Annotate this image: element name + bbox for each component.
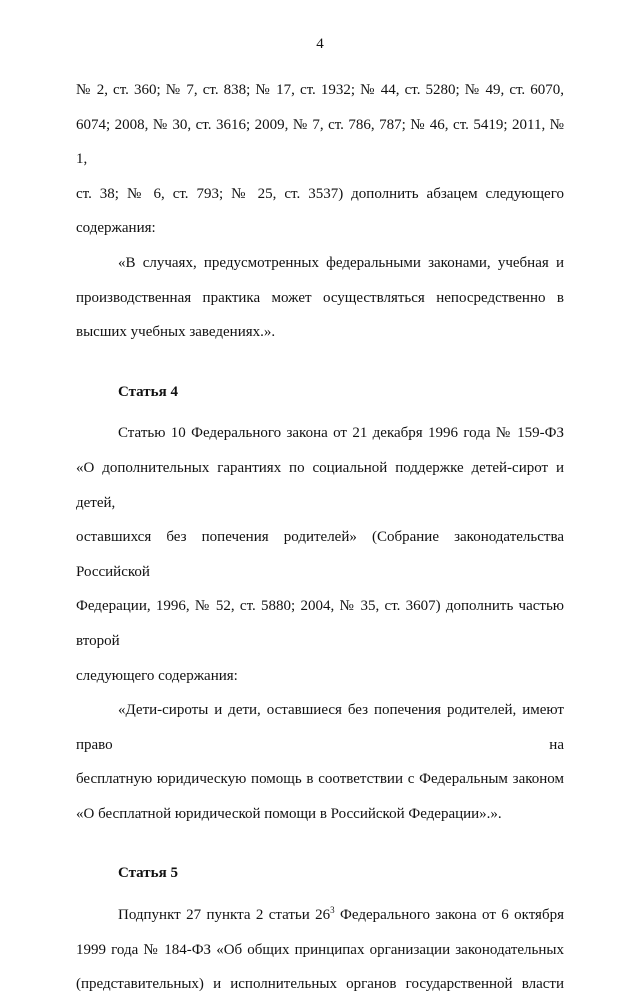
text-fragment: Подпункт 27 пункта 2 статьи 26 xyxy=(118,907,331,924)
text-line: Федерации, 1996, № 52, ст. 5880; 2004, № 35, ст. 3607) дополнить частью второй xyxy=(76,598,564,649)
text-line: «О дополнительных гарантиях по социальной поддержке детей-сирот и детей, xyxy=(76,459,564,511)
text-fragment: Федерального закона от 6 октября xyxy=(334,907,564,924)
text-line: производственная практика может осуществляться непосредственно в xyxy=(76,289,564,306)
article-4-heading: Статья 4 xyxy=(118,383,178,400)
text-line: 6074; 2008, № 30, ст. 3616; 2009, № 7, ст. 786, 787; № 46, ст. 5419; 2011, № 1, xyxy=(76,116,564,168)
text-line: оставшихся без попечения родителей» (Собрание законодательства Российской xyxy=(76,529,564,580)
document-body xyxy=(76,73,564,1002)
paragraph-continuation xyxy=(76,73,564,246)
text-line: следующего содержания: xyxy=(76,667,238,684)
text-line: бесплатную юридическую помощь в соответствии с Федеральным законом xyxy=(76,771,564,788)
article-4-paragraph xyxy=(76,416,564,693)
text-line: № 2, ст. 360; № 7, ст. 838; № 17, ст. 1932; № 44, ст. 5280; № 49, ст. 6070, xyxy=(76,82,564,98)
article-5-paragraph xyxy=(76,898,564,1002)
text-line: 1999 года № 184-ФЗ «Об общих принципах организации законодательных xyxy=(76,941,564,958)
text-line: «В случаях, предусмотренных федеральными законами, учебная и xyxy=(118,254,564,271)
text-line: содержания: xyxy=(76,220,156,237)
text-line: Статью 10 Федерального закона от 21 декабря 1996 года № 159-ФЗ xyxy=(118,425,564,442)
text-line: «Дети-сироты и дети, оставшиеся без попечения родителей, имеют право на xyxy=(76,702,564,753)
quoted-paragraph xyxy=(76,246,564,350)
text-line xyxy=(76,898,564,933)
text-line: ст. 38; № 6, ст. 793; № 25, ст. 3537) дополнить абзацем следующего xyxy=(76,185,564,202)
text-line: (представительных) и исполнительных органов государственной власти xyxy=(76,976,564,993)
text-line: «О бесплатной юридической помощи в Российской Федерации».». xyxy=(76,805,502,822)
article-5-heading: Статья 5 xyxy=(118,865,178,882)
page-number: 4 xyxy=(316,36,324,52)
superscript: 3 xyxy=(330,905,335,916)
article-4-quote xyxy=(76,693,564,831)
text-line: высших учебных заведениях.». xyxy=(76,324,276,341)
